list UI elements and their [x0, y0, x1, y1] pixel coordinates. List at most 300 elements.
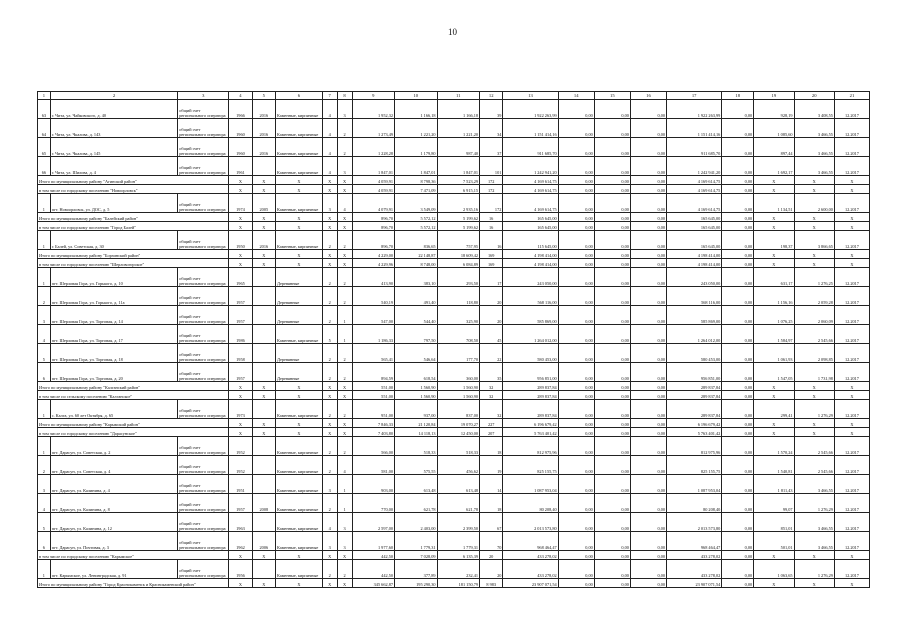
table-cell: 0,00 [630, 100, 666, 119]
table-cell: г. Балей, ул. Советская, д. 30 [50, 231, 178, 250]
table-cell: 12.2017 [834, 532, 869, 551]
registry-table-body [38, 92, 870, 588]
table-cell: 165 645,00 [503, 213, 558, 222]
table-cell: 45 [480, 325, 503, 344]
table-cell: X [322, 213, 337, 222]
table-cell: 3 408,55 [794, 100, 834, 119]
table-cell: 757,95 [437, 231, 480, 250]
table-cell: 3 466,55 [794, 475, 834, 494]
table-cell: 2 597,00 [352, 513, 395, 532]
table-cell: 1957 [229, 494, 252, 513]
table-cell: 0,00 [594, 579, 630, 588]
table-cell: 16 [480, 222, 503, 231]
table-cell: X [834, 176, 869, 185]
table-cell: 0,00 [594, 456, 630, 475]
table-cell: г. Чита, ул. Чкалова, д. 143 [50, 119, 178, 138]
table-cell: X [754, 551, 794, 560]
table-cell: 894,59 [352, 363, 395, 382]
table-cell: 4 198 414,00 [503, 250, 558, 259]
table-cell: 1 063,65 [754, 560, 794, 579]
table-cell: 0,00 [594, 259, 630, 268]
table-cell: 14 [480, 475, 503, 494]
table-cell: X [754, 213, 794, 222]
table-cell: 0,00 [558, 428, 594, 437]
table-cell: 17 [480, 268, 503, 287]
table-cell: 22 148,87 [395, 250, 438, 259]
table-cell: 442,50 [352, 551, 395, 560]
table-cell: 551,00 [352, 391, 395, 400]
table-cell: X [337, 213, 352, 222]
table-cell: 12.2017 [834, 363, 869, 382]
table-cell: 575,55 [395, 456, 438, 475]
table-cell: 1 061,93 [754, 344, 794, 363]
table-cell: 12 450,00 [437, 428, 480, 437]
table-cell: 0,00 [722, 268, 754, 287]
table-cell: 1 540,81 [754, 456, 794, 475]
table-cell: пгт. Дарасун, ул. Калинина, д. 8 [50, 494, 178, 513]
table-cell: 0,00 [594, 306, 630, 325]
table-cell [252, 344, 275, 363]
table-cell: 4 [38, 325, 51, 344]
table-cell: 987,40 [437, 138, 480, 157]
table-cell: X [252, 176, 275, 185]
table-cell: Каменные, кирпичные [276, 100, 323, 119]
table-cell: 3 [337, 513, 352, 532]
table-cell: X [229, 391, 252, 400]
table-cell: 243 050,00 [503, 268, 558, 287]
table-cell: 0,00 [558, 560, 594, 579]
table-cell: 851,01 [754, 513, 794, 532]
table-cell: 1950 [229, 231, 252, 250]
table-cell: 1 276,29 [794, 400, 834, 419]
table-cell: 1 228,28 [352, 138, 395, 157]
table-cell: 1 221,20 [437, 119, 480, 138]
table-cell: X [229, 551, 252, 560]
table-cell: 0,00 [558, 138, 594, 157]
table-cell: 0,00 [630, 391, 666, 400]
table-cell: 1 242 941,20 [503, 157, 558, 176]
table-cell: 896,70 [352, 231, 395, 250]
table-cell: 0,00 [630, 268, 666, 287]
table-cell: 4 169 614,75 [667, 176, 722, 185]
table-cell: 580 453,00 [503, 344, 558, 363]
table-cell: 631,17 [754, 268, 794, 287]
table-cell: 5 [38, 344, 51, 363]
table-cell: 4 169 614,75 [503, 185, 558, 194]
table-cell: 565,41 [352, 344, 395, 363]
table-cell: 0,00 [630, 400, 666, 419]
table-cell: общий счет регионального оператора [178, 494, 229, 513]
table-cell: 0,00 [558, 344, 594, 363]
table-cell: пгт. Шерловая Гора, ул. Горького, д. 11а [50, 287, 178, 306]
table-cell: 2 [322, 437, 337, 456]
table-cell: 2016 [252, 231, 275, 250]
table-cell: пгт. Дарасун, ул. Советская, д. 4 [50, 456, 178, 475]
table-cell: X [252, 428, 275, 437]
subtotal-label: Итого по муниципальному району "Город Краснокаменск и Краснокаменский район" [38, 579, 229, 588]
column-number-cell: 14 [558, 92, 594, 100]
table-cell: 8 748,00 [395, 259, 438, 268]
table-cell: 7 471,09 [395, 185, 438, 194]
table-cell: 1 [38, 268, 51, 287]
table-cell: 169 [480, 259, 503, 268]
table-cell: 0,00 [594, 475, 630, 494]
table-cell: 0,00 [594, 222, 630, 231]
registry-table-container [37, 91, 870, 588]
table-cell: 0,00 [630, 176, 666, 185]
table-cell: 12.2017 [834, 560, 869, 579]
table-cell: 39 [480, 100, 503, 119]
table-cell: 1961 [229, 157, 252, 176]
table-cell: 12.2017 [834, 400, 869, 419]
column-number-cell: 12 [480, 92, 503, 100]
table-cell: 383,10 [395, 268, 438, 287]
table-cell: 80 208,40 [503, 494, 558, 513]
table-cell: 0,00 [630, 194, 666, 213]
subtotal-label: Итого по муниципальному району "Калганский район" [38, 382, 229, 391]
subtotal-row [38, 222, 870, 231]
table-cell: 911 685,70 [667, 138, 722, 157]
table-cell: X [794, 250, 834, 259]
table-cell: 0,00 [558, 119, 594, 138]
table-cell: 0,00 [722, 213, 754, 222]
table-cell: 0,00 [594, 157, 630, 176]
table-cell: 0,00 [594, 185, 630, 194]
table-cell: 3 [337, 100, 352, 119]
table-cell: Каменные, кирпичные [276, 532, 323, 551]
table-cell: 7 028,09 [395, 551, 438, 560]
table-cell: 951,00 [352, 400, 395, 419]
table-cell: X [337, 176, 352, 185]
table-cell: X [276, 391, 323, 400]
table-cell: 169 [480, 250, 503, 259]
table-cell: 0,00 [722, 325, 754, 344]
table-cell: общий счет регионального оператора [178, 268, 229, 287]
table-cell: 903,00 [352, 475, 395, 494]
table-cell: X [754, 428, 794, 437]
table-cell: общий счет регионального оператора [178, 119, 229, 138]
table-cell: X [229, 176, 252, 185]
table-cell: 4 169 614,75 [667, 194, 722, 213]
table-cell: 0,00 [722, 306, 754, 325]
table-cell: 0,00 [722, 475, 754, 494]
table-cell: 4 198 414,00 [503, 259, 558, 268]
table-cell: 0,00 [722, 157, 754, 176]
table-cell: 0,00 [594, 194, 630, 213]
table-cell: X [337, 551, 352, 560]
table-cell: 2 [337, 268, 352, 287]
table-cell: X [229, 213, 252, 222]
table-cell: 0,00 [630, 287, 666, 306]
table-cell: 1960 [229, 119, 252, 138]
table-cell: 0,00 [558, 287, 594, 306]
table-cell: X [794, 428, 834, 437]
table-cell: 63 [38, 100, 51, 119]
table-cell: 0,00 [558, 551, 594, 560]
table-cell: 433 278,02 [667, 560, 722, 579]
subtotal-label: Итого по муниципальному району "Карымский район" [38, 419, 229, 428]
table-cell: 289 837,84 [503, 382, 558, 391]
subtotal-row [38, 185, 870, 194]
table-cell: 1966 [229, 100, 252, 119]
table-cell: общий счет регионального оператора [178, 560, 229, 579]
table-cell: 1 276,29 [794, 494, 834, 513]
table-row [38, 344, 870, 363]
table-cell: 5 [322, 325, 337, 344]
table-cell: 0,00 [558, 456, 594, 475]
table-cell: 491,40 [395, 287, 438, 306]
table-cell: 4 [337, 194, 352, 213]
table-cell: X [834, 428, 869, 437]
table-cell: 0,00 [558, 532, 594, 551]
column-number-cell: 7 [322, 92, 337, 100]
table-cell: 3 866,65 [794, 231, 834, 250]
table-cell: 18 [480, 494, 503, 513]
subtotal-row [38, 428, 870, 437]
table-cell: 518,33 [437, 437, 480, 456]
table-cell: X [834, 250, 869, 259]
table-cell: 1 166,18 [395, 100, 438, 119]
table-cell: 2 403,00 [395, 513, 438, 532]
column-number-cell: 11 [437, 92, 480, 100]
table-cell: 825 155,75 [503, 456, 558, 475]
table-cell: 0,00 [722, 437, 754, 456]
table-cell: 5 763 401,42 [503, 428, 558, 437]
column-number-cell: 15 [594, 92, 630, 100]
table-cell: пгт. Шерловая Гора, ул. Торговая, д. 14 [50, 306, 178, 325]
table-cell: 1 977,60 [352, 532, 395, 551]
table-cell: Деревянные [276, 363, 323, 382]
table-cell: 568 116,00 [503, 287, 558, 306]
table-cell: 207 [480, 428, 503, 437]
table-cell: 0,00 [558, 382, 594, 391]
table-cell: Каменные, кирпичные [276, 494, 323, 513]
table-cell: 7 846,33 [352, 419, 395, 428]
table-cell: 3 466,55 [794, 157, 834, 176]
table-cell: 0,00 [630, 456, 666, 475]
subtotal-label: в том числе по сельскому поселению "Калганское" [38, 391, 229, 400]
table-cell: 4 [322, 100, 337, 119]
table-cell: 0,00 [594, 138, 630, 157]
table-cell: 1 [337, 325, 352, 344]
table-cell: общий счет регионального оператора [178, 306, 229, 325]
table-cell: 937,00 [395, 400, 438, 419]
table-cell: 5 572,12 [395, 222, 438, 231]
table-cell: 0,00 [722, 428, 754, 437]
table-cell: 0,00 [558, 194, 594, 213]
table-cell: 1 151 414,16 [667, 119, 722, 138]
subtotal-label: в том числе по городскому поселению "Дарасунское" [38, 428, 229, 437]
table-cell: 115 645,00 [503, 231, 558, 250]
table-cell: 0,00 [722, 176, 754, 185]
table-row [38, 513, 870, 532]
table-cell: 289 837,84 [503, 400, 558, 419]
table-cell: 289 837,84 [667, 400, 722, 419]
table-cell: 0,00 [722, 185, 754, 194]
table-cell: X [276, 419, 323, 428]
table-cell: 1 847,01 [437, 157, 480, 176]
table-cell: 581,00 [352, 456, 395, 475]
table-row [38, 437, 870, 456]
table-cell: 0,00 [558, 185, 594, 194]
column-number-cell: 8 [337, 92, 352, 100]
table-cell: X [322, 428, 337, 437]
table-cell: 708,50 [437, 325, 480, 344]
table-cell: 2 935,16 [437, 194, 480, 213]
table-cell: 621,78 [437, 494, 480, 513]
table-cell: 413,90 [352, 268, 395, 287]
table-cell: 0,00 [630, 513, 666, 532]
table-cell: Каменные, кирпичные [276, 456, 323, 475]
table-cell: X [834, 579, 869, 588]
table-cell: 2 545,66 [794, 325, 834, 344]
subtotal-row [38, 579, 870, 588]
table-cell: 928,19 [754, 100, 794, 119]
table-cell: 0,00 [558, 419, 594, 428]
table-cell: общий счет регионального оператора [178, 157, 229, 176]
table-cell: 1 156,16 [754, 287, 794, 306]
table-cell: 1 [38, 194, 51, 213]
table-row [38, 400, 870, 419]
table-cell: 0,00 [558, 325, 594, 344]
table-cell: 897,44 [754, 138, 794, 157]
table-cell: 23 907 071,54 [503, 579, 558, 588]
table-cell: X [276, 551, 323, 560]
table-cell: X [252, 250, 275, 259]
table-cell: 5 572,12 [395, 213, 438, 222]
table-cell: 1 570,24 [754, 437, 794, 456]
table-cell: 0,00 [630, 157, 666, 176]
table-cell: 1 547,05 [754, 363, 794, 382]
table-cell: X [337, 259, 352, 268]
table-cell: 1 [38, 231, 51, 250]
table-cell: 1 087 953,04 [503, 475, 558, 494]
table-cell: 0,00 [558, 213, 594, 222]
table-cell: 2 [322, 306, 337, 325]
table-cell: 0,00 [630, 119, 666, 138]
table-cell: 0,00 [722, 287, 754, 306]
table-cell: X [337, 428, 352, 437]
table-cell: 2 [322, 287, 337, 306]
table-cell: 3 [38, 306, 51, 325]
table-cell: 172 [480, 185, 503, 194]
table-cell: г. Чита, ул. Чайковского, д. 40 [50, 100, 178, 119]
table-row [38, 138, 870, 157]
table-cell: 1 [38, 400, 51, 419]
table-cell: 0,00 [630, 222, 666, 231]
table-cell: 1 221,20 [395, 119, 438, 138]
table-cell: 0,00 [558, 513, 594, 532]
table-cell: 20 [480, 306, 503, 325]
table-cell: 195 290,30 [395, 579, 438, 588]
table-cell: общий счет регионального оператора [178, 231, 229, 250]
table-cell: 1 276,25 [794, 268, 834, 287]
table-cell: 5 763 401,42 [667, 428, 722, 437]
table-cell: 2006 [252, 532, 275, 551]
table-cell: 968 464,47 [667, 532, 722, 551]
table-cell: 3 466,55 [794, 532, 834, 551]
table-cell: 0,00 [630, 419, 666, 428]
subtotal-label: Итого по муниципальному району "Агинский район" [38, 176, 229, 185]
table-cell: 0,00 [594, 419, 630, 428]
table-cell: г. Чита, ул. Чкалова, д. 145 [50, 138, 178, 157]
table-cell: 12.2017 [834, 268, 869, 287]
table-cell: 6 196 679,42 [667, 419, 722, 428]
table-cell: 1958 [229, 344, 252, 363]
table-cell: пгт. Дарасун, ул. Почтовая, д. 3 [50, 532, 178, 551]
table-cell: 0,00 [594, 391, 630, 400]
table-cell: 2016 [252, 100, 275, 119]
table-cell: X [834, 391, 869, 400]
table-cell: 377,89 [395, 560, 438, 579]
table-cell: X [252, 419, 275, 428]
table-cell: 2008 [252, 494, 275, 513]
table-cell: 1 [38, 437, 51, 456]
table-cell: 0,00 [722, 419, 754, 428]
table-cell: 2016 [252, 119, 275, 138]
table-cell: 0,00 [558, 437, 594, 456]
table-cell: X [252, 222, 275, 231]
table-cell: 1 952,32 [352, 100, 395, 119]
table-cell: общий счет регионального оператора [178, 194, 229, 213]
table-cell: 0,00 [722, 100, 754, 119]
table-cell: 1 134,51 [754, 194, 794, 213]
table-cell: 956 851,00 [503, 363, 558, 382]
table-cell: 1957 [229, 306, 252, 325]
table-cell: 16 [480, 213, 503, 222]
table-cell: 3 [337, 532, 352, 551]
table-cell: X [794, 382, 834, 391]
table-cell: 165 645,00 [667, 213, 722, 222]
table-cell: 3 [337, 157, 352, 176]
table-cell: 289 837,84 [667, 391, 722, 400]
table-cell: 0,00 [558, 100, 594, 119]
table-cell: 32 [480, 391, 503, 400]
table-cell: Деревянные [276, 268, 323, 287]
table-cell: X [322, 250, 337, 259]
table-cell: 12.2017 [834, 513, 869, 532]
subtotal-row [38, 391, 870, 400]
table-cell: X [794, 391, 834, 400]
table-cell: 546,64 [395, 344, 438, 363]
table-cell: 0,00 [558, 176, 594, 185]
table-cell: X [337, 250, 352, 259]
table-cell: 4 [322, 513, 337, 532]
table-cell: 0,00 [722, 250, 754, 259]
table-cell: 2 [322, 560, 337, 579]
table-cell: 1 264 012,00 [667, 325, 722, 344]
table-cell: 0,00 [630, 344, 666, 363]
subtotal-row [38, 259, 870, 268]
table-cell: 0,00 [594, 494, 630, 513]
column-number-cell: 21 [834, 92, 869, 100]
table-cell: 2 [322, 494, 337, 513]
table-cell: X [322, 551, 337, 560]
column-number-cell: 6 [276, 92, 323, 100]
table-cell: 442,50 [352, 560, 395, 579]
table-cell: 0,00 [594, 325, 630, 344]
table-cell: 4 169 614,75 [503, 176, 558, 185]
subtotal-label: в том числе по городскому поселению "Город Балей" [38, 222, 229, 231]
table-cell: 1952 [229, 456, 252, 475]
table-cell: 0,00 [630, 363, 666, 382]
table-cell: 2 013 573,80 [667, 513, 722, 532]
table-cell: 0,00 [594, 231, 630, 250]
table-cell: пгт. Шерловая Гора, ул. Торговая, д. 18 [50, 344, 178, 363]
table-cell: общий счет регионального оператора [178, 344, 229, 363]
table-cell: Деревянные [276, 306, 323, 325]
column-number-cell: 19 [754, 92, 794, 100]
